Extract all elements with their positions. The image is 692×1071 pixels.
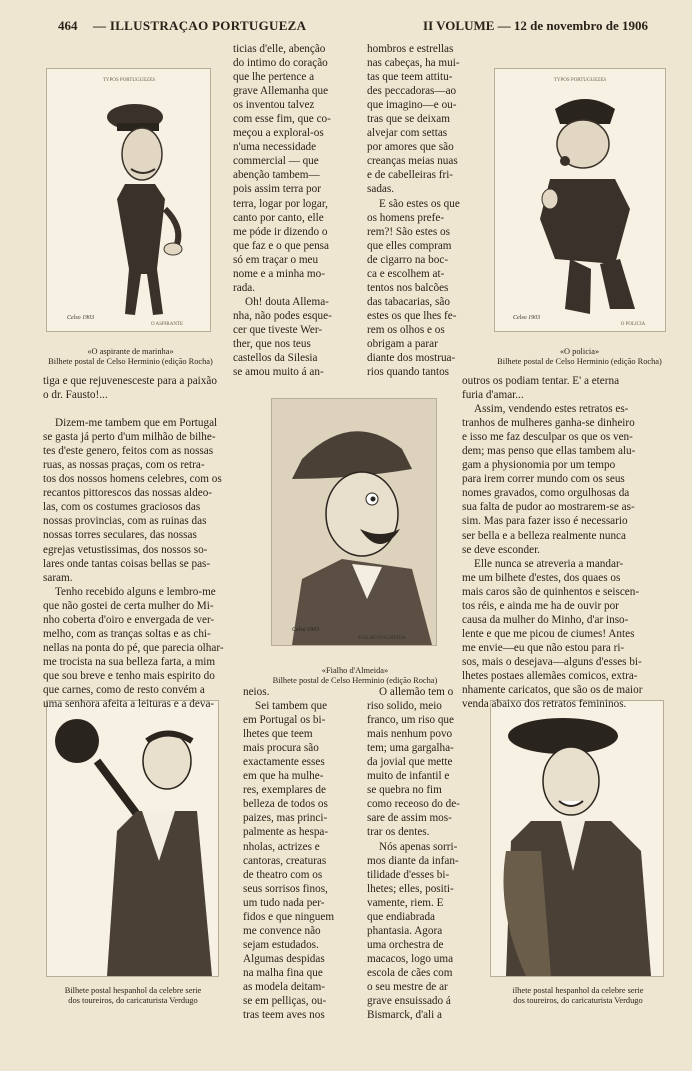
policia-signature: Celso 1903: [513, 315, 541, 321]
right-para-line: Assim, vendendo estes retratos es-: [474, 403, 629, 416]
col-c-line: na malha fina que: [243, 966, 323, 979]
col-b2-line: de cigarro na boc-: [367, 253, 449, 266]
col-a2-line: Oh! douta Allema-: [245, 295, 329, 308]
col-c-line: cantoras, creaturas: [243, 854, 327, 867]
col-d-line: lhetes; elles, positi-: [367, 882, 454, 895]
col-a-line: meçou a exploral-os: [233, 127, 324, 140]
col-b2-line: rem os olhos e os: [367, 323, 445, 336]
text-column-b: [367, 42, 482, 379]
caption-policia-title: «O policia»: [559, 347, 600, 356]
right-para2-line: Elle nunca se atreveria a mandar-: [474, 557, 624, 570]
left-para2-line: uma senhora afeita a leituras e a deva-: [43, 698, 215, 711]
right-para-line: sim. Mas para fazer isso é necessario: [462, 515, 628, 528]
col-a-line: me póde ir dizendo o: [233, 225, 328, 238]
left-para-line: se gasta já perto d'um milhão de bilhe-: [43, 431, 216, 444]
col-d-line: tem; uma gargalha-: [367, 742, 454, 755]
col-c-line: sejam estudados.: [243, 938, 319, 951]
col-d-line: muito de infantil e: [367, 770, 450, 783]
col-c-line: de theatro com os: [243, 868, 323, 881]
left-mid-line: o dr. Fausto!...: [43, 389, 108, 402]
col-b2-line: estes os que lhes fe-: [367, 309, 457, 322]
caption-aspirante: [18, 347, 243, 367]
right-para2-line: nhamente caricatos, que são os de maior: [462, 684, 643, 697]
col-c-line: em Portugal os bi-: [243, 714, 326, 727]
illustration-fialho: [271, 398, 437, 646]
col-a-line: ticias d'elle, abenção: [233, 43, 326, 55]
right-para2-line: lhetes postaes allemães comicos, extra-: [462, 669, 638, 682]
col-a-line: terra, logar por logar,: [233, 197, 328, 210]
col-c-line: mais procura são: [243, 742, 319, 755]
col-b-line: tras que se deixam: [367, 113, 450, 126]
col-d-line: O allemão tem o: [379, 686, 454, 698]
toureiro-right-caricature: [491, 701, 663, 976]
col-d-line: riso solido, meio: [367, 700, 442, 713]
right-para-line: nomes gravados, como orgulhosas da: [462, 487, 630, 500]
right-mid-line: furia d'amar...: [462, 389, 524, 402]
col-c-line: palmente as hespa-: [243, 826, 329, 839]
col-d-line: vamente, riem. E: [367, 896, 444, 909]
policia-label: O POLICIA: [620, 322, 646, 327]
col-b-line: hombros e estrellas: [367, 43, 454, 55]
caption-toureiro-right-line1: ilhete postal hespanhol da celebre serie: [512, 986, 644, 995]
col-d-line: tilidade d'esses bi-: [367, 868, 450, 881]
col-d-line: trar os dentes.: [367, 826, 430, 839]
page-number: 464: [58, 18, 78, 33]
col-c-line: um tudo nada per-: [243, 896, 325, 909]
text-column-d: [367, 685, 483, 1022]
caption-toureiro-left: [28, 986, 238, 1006]
col-d-line: mais nenhum povo: [367, 728, 453, 741]
col-a-line: que faz e o que pensa: [233, 239, 329, 252]
col-a-line: pois assim terra por: [233, 183, 321, 196]
col-a-line: grave Allemanha que: [233, 85, 329, 98]
col-a-line: com esse fim, que co-: [233, 113, 331, 126]
aspirante-label: O ASPIRANTE: [150, 322, 184, 327]
col-c-line: fidos e que ninguem: [243, 910, 335, 923]
col-b2-line: diante dos mostrua-: [367, 352, 456, 365]
text-left-wide: [43, 374, 261, 711]
col-b-line: tas que teem attitu-: [367, 71, 453, 84]
col-a-line: os inventou talvez: [233, 99, 315, 112]
fialho-label: FIALHO D'ALMEIDA: [358, 636, 406, 641]
col-b2-line: das tabacarias, são: [367, 295, 450, 308]
right-mid-line: outros os podiam tentar. E' a eterna: [462, 375, 620, 387]
text-right-wide: [462, 374, 668, 711]
col-c-line: exactamente esses: [243, 756, 325, 769]
policia-caricature: [495, 69, 665, 331]
left-para-line: lares onde tantas coisas bellas se pas-: [43, 557, 211, 570]
left-para2-line: me trocista na sua belleza farta, a mim: [43, 655, 216, 668]
right-para2-line: venda abaixo dos retratos femininos.: [462, 698, 627, 711]
col-a2-line: se amou muito á an-: [233, 366, 324, 379]
left-mid-line: tiga e que rejuvenesceste para a paixão: [43, 375, 217, 387]
right-para2-line: mais caros são de quinhentos e seiscen-: [462, 585, 640, 598]
col-c-line: nholas, actrizes e: [243, 840, 320, 853]
left-para2-line: que sou breve e tenho mais espirito do: [43, 669, 215, 682]
col-b-line: que imagino—e ou-: [367, 99, 457, 112]
col-d-line: escola de cães com: [367, 966, 453, 979]
col-a-line: nome e a minha mo-: [233, 267, 325, 280]
left-para-line: recantos pittorescos das nossas aldeo-: [43, 487, 213, 500]
right-para2-line: causa da mulher do Minho, d'ar inso-: [462, 613, 629, 626]
col-b-line: des peccadoras—ao: [367, 85, 457, 98]
caption-toureiro-left-line1: Bilhete postal hespanhol da celebre serie: [64, 986, 202, 995]
col-d-line: sare de assim mos-: [367, 812, 452, 825]
col-b2-line: ca e escolhem at-: [367, 267, 445, 280]
col-c-line: em que ha mulhe-: [243, 770, 324, 783]
col-b-line: sadas.: [367, 183, 395, 196]
left-para2-line: nho coberta d'oiro e envergada de ver-: [43, 613, 215, 626]
issue-date: II VOLUME — 12 de novembro de 1906: [423, 18, 648, 33]
toureiro-left-caricature: [47, 701, 218, 976]
col-c-line: Algumas despidas: [243, 952, 325, 965]
col-a2-line: nha, não podes esque-: [233, 309, 332, 322]
caption-fialho: [250, 666, 460, 686]
col-a-line: n'uma necessidade: [233, 141, 317, 154]
col-c-line: seus sorrisos finos,: [243, 882, 328, 895]
text-column-c: [243, 685, 360, 1022]
fialho-signature: Celso 1903: [292, 627, 320, 633]
caption-toureiro-right-line2: dos toureiros, do caricaturista Verdugo: [513, 996, 643, 1005]
col-d-line: phantasia. Agora: [367, 924, 443, 937]
policia-brand: TYPOS PORTUGUEZES: [553, 78, 607, 83]
journal-title: — ILLUSTRAÇAO PORTUGUEZA: [93, 18, 307, 33]
col-c-line: neios.: [243, 686, 270, 698]
col-b-line: por amores que são: [367, 141, 454, 154]
col-b-line: nas cabeças, ha mui-: [367, 57, 460, 70]
left-para2-line: que não gostei de certa mulher do Mi-: [43, 599, 214, 612]
col-a-line: do intimo do coração: [233, 57, 328, 70]
col-c-line: me convence não: [243, 924, 321, 937]
col-d-line: como receoso do de-: [367, 798, 460, 811]
col-b2-line: que elles compram: [367, 239, 452, 252]
left-para2-line: que carnes, como de resto convém a: [43, 683, 205, 696]
caption-fialho-sub: Bilhete postal de Celso Herminio (edição Rocha): [272, 676, 438, 685]
col-c-line: paizes, mas princi-: [243, 812, 328, 825]
col-c-line: res, exemplares de: [243, 784, 326, 797]
fialho-caricature: [272, 399, 436, 645]
caption-toureiro-left-line2: dos toureiros, do caricaturista Verdugo: [68, 996, 198, 1005]
col-d-line: da jovial que mette: [367, 756, 453, 769]
left-para-line: Dizem-me tambem que em Portugal: [55, 417, 218, 430]
left-para2-line: nellas na ponta do pé, que parecia olhar-: [43, 641, 224, 654]
illustration-aspirante: [46, 68, 211, 332]
right-para2-line: tos réis, e ainda me ha de ouvir por: [462, 599, 619, 612]
col-d-line: mos diante da infan-: [367, 854, 459, 867]
col-b2-line: obrigam a parar: [367, 337, 438, 350]
col-d-line: Bismarck, d'ali a: [367, 1009, 443, 1022]
col-c-line: lhetes que teem: [243, 728, 313, 741]
col-c-line: belleza de todos os: [243, 798, 328, 811]
col-a2-line: ther, que nos teus: [233, 337, 311, 350]
illustration-toureiro-left: [46, 700, 219, 977]
left-para-line: las, com os costumes graciosos das: [43, 501, 201, 514]
caption-fialho-title: «Fialho d'Almeida»: [321, 666, 389, 675]
col-c-line: Sei tambem que: [255, 700, 328, 713]
col-d-line: franco, um riso que: [367, 714, 454, 727]
col-a-line: que lhe pertence a: [233, 71, 315, 84]
aspirante-brand: TYPOS PORTUGUEZES: [102, 78, 156, 83]
illustration-policia: [494, 68, 666, 332]
right-para-line: tranhos de mulheres ganha-se dinheiro: [462, 417, 635, 430]
aspirante-signature: Celso 1903: [67, 315, 95, 321]
col-d-line: Nós apenas sorri-: [379, 840, 458, 853]
col-a2-line: castellos da Silesia: [233, 352, 318, 365]
right-para2-line: me um bilhete d'estes, dos quaes os: [462, 571, 621, 584]
col-c-line: as modela deitam-: [243, 980, 326, 993]
col-d-line: se quebra no fim: [367, 784, 442, 797]
left-para-line: nossas provincias, com as ruinas das: [43, 515, 207, 528]
col-b2-line: tentos nos balcões: [367, 281, 449, 294]
text-column-a: [233, 42, 359, 379]
col-c-line: se em pelliças, ou-: [243, 995, 327, 1008]
col-b-line: alvejar com settas: [367, 127, 448, 140]
col-b2-line: rem?! São estes os: [367, 225, 450, 238]
col-d-line: o seu mestre de ar: [367, 980, 448, 993]
left-para-line: nossas torres seculares, das nossas: [43, 529, 197, 542]
col-b2-line: E são estes os que: [379, 197, 460, 210]
right-para-line: e isso me faz desculpar os que os ven-: [462, 431, 633, 444]
illustration-toureiro-right: [490, 700, 664, 977]
col-a-line: canto por canto, elle: [233, 211, 324, 224]
right-para-line: dem; mas penso que ellas tambem alu-: [462, 445, 636, 458]
caption-aspirante-sub: Bilhete postal de Celso Herminio (edição Rocha): [48, 357, 213, 366]
right-para-line: sua falta de pudor ao mostrarem-se as-: [462, 501, 635, 514]
left-para-line: saram.: [43, 571, 73, 584]
right-para2-line: lente e que me picou de ciumes! Antes: [462, 627, 635, 640]
col-b2-line: rios quando tantos: [367, 366, 450, 379]
left-para-line: ruas, as nossas praças, com os retra-: [43, 459, 205, 472]
page-header: [0, 18, 692, 38]
right-para2-line: me envie—eu que não estou para ri-: [462, 641, 625, 654]
col-a-line: só em traçar o meu: [233, 253, 319, 266]
caption-aspirante-title: «O aspirante de marinha»: [87, 347, 174, 356]
right-para-line: para irem correr mundo com os seus: [462, 473, 625, 486]
col-b-line: creanças meias nuas: [367, 155, 458, 168]
right-para2-line: sos, mais o desejava—alguns d'esses bi-: [462, 655, 642, 668]
right-para-line: gam a physionomia por um tempo: [462, 459, 616, 472]
left-para2-line: melho, com as tranças soltas e as chi-: [43, 627, 211, 640]
aspirante-caricature: [47, 69, 210, 331]
col-d-line: que endiabrada: [367, 910, 436, 923]
left-para-line: tos dos nossos homens celebres, com os: [43, 473, 222, 486]
right-para-line: se deve esconder.: [462, 543, 540, 556]
caption-policia-sub: Bilhete postal de Celso Herminio (edição Rocha): [497, 357, 662, 366]
left-para-line: egrejas vetustissimas, dos nossos so-: [43, 543, 208, 556]
col-a-line: rada.: [233, 281, 256, 294]
col-b2-line: os homens prefe-: [367, 211, 445, 224]
col-a2-line: cer que tiveste Wer-: [233, 323, 323, 336]
col-d-line: macacos, logo uma: [367, 952, 454, 965]
left-para-line: tes d'este genero, feitos com as nossas: [43, 445, 214, 458]
col-d-line: uma orchestra de: [367, 938, 444, 951]
col-a-line: abenção tambem—: [233, 169, 320, 182]
caption-toureiro-right: [478, 986, 678, 1006]
caption-policia: [472, 347, 687, 367]
col-d-line: grave ensuissado á: [367, 995, 451, 1008]
right-para-line: ser bella e a belleza realmente nunca: [462, 529, 626, 542]
col-b-line: e de cabelleiras fri-: [367, 169, 454, 182]
col-a-line: commercial — que: [233, 155, 319, 168]
col-c-line: tras teem aves nos: [243, 1009, 325, 1022]
left-para2-line: Tenho recebido alguns e lembro-me: [55, 585, 216, 598]
